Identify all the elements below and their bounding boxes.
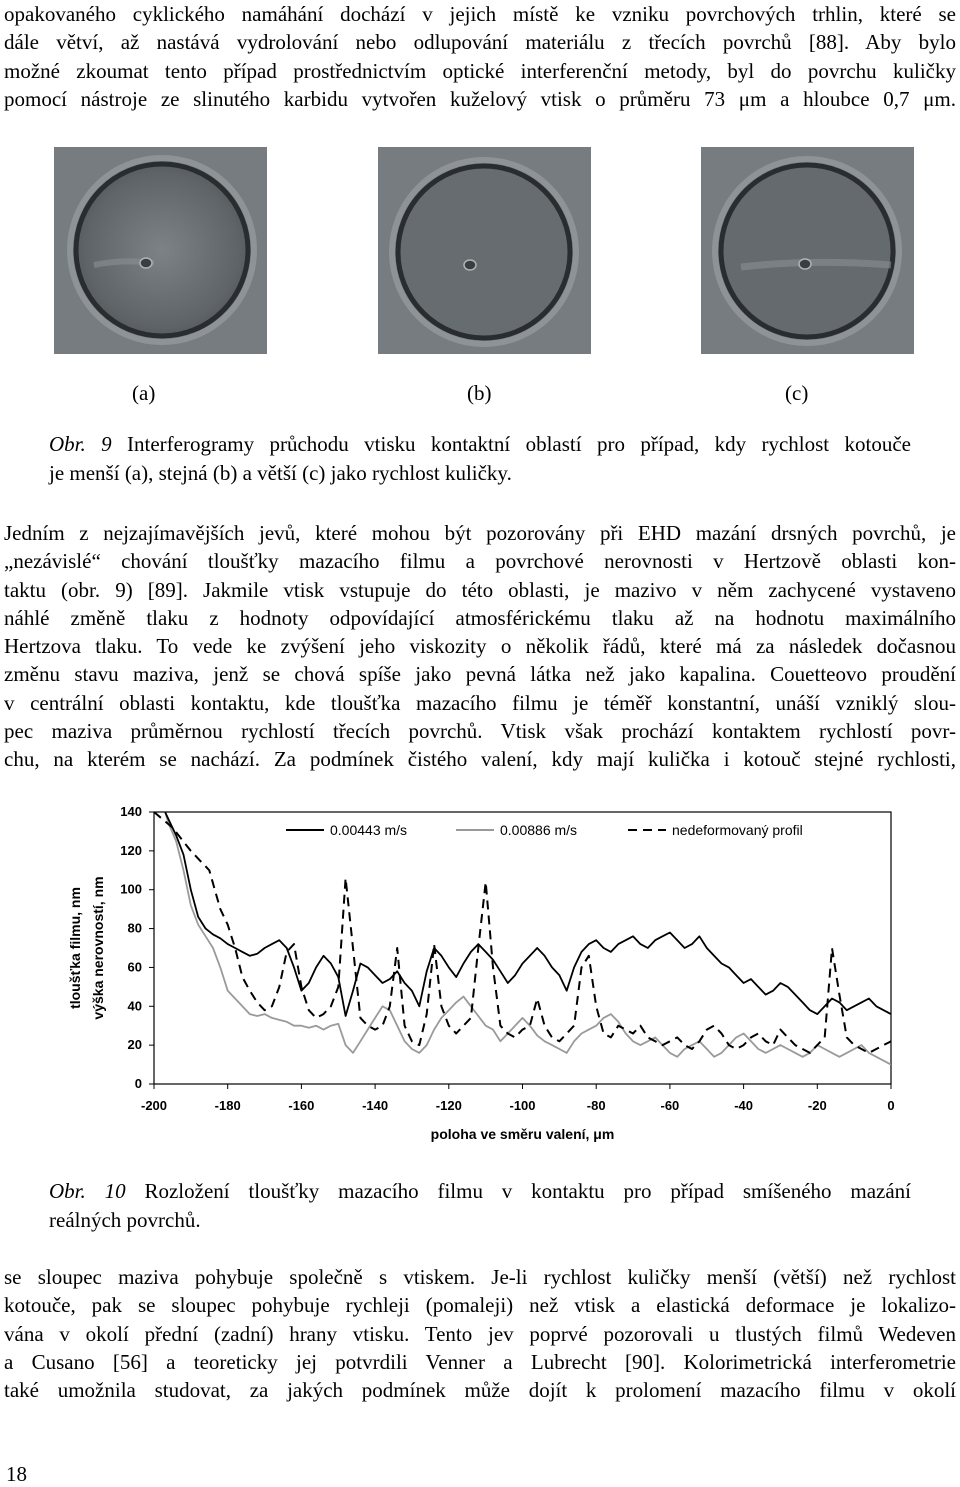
x-tick-label: -20 bbox=[807, 1098, 827, 1113]
figure-label-c: (c) bbox=[785, 381, 809, 405]
figure-label-a: (a) bbox=[132, 381, 156, 405]
paragraph-top bbox=[4, 0, 956, 113]
film-thickness-chart bbox=[40, 800, 920, 1150]
x-tick-label: -120 bbox=[435, 1098, 462, 1113]
x-tick-label: -100 bbox=[509, 1098, 536, 1113]
x-tick-label: -200 bbox=[140, 1098, 168, 1113]
y-tick-label: 0 bbox=[134, 1076, 142, 1091]
x-tick-label: 0 bbox=[887, 1098, 895, 1113]
caption-prefix: Obr. 10 bbox=[49, 1179, 126, 1203]
y-tick-label: 140 bbox=[120, 804, 142, 819]
text-line: náhlé změně tlaku z hodnoty odpovídající atmosférickému tlaku až na hodnotu maximálního bbox=[4, 605, 956, 630]
text-line: pomocí nástroje ze slinutého karbidu vytvořen kuželový vtisk o průměru 73 μm a hloubce 0,7 μm. bbox=[4, 86, 956, 111]
text-line: taktu (obr. 9) [89]. Jakmile vtisk vstupuje do této oblasti, je mazivo v něm zachycené vystaveno bbox=[4, 577, 956, 602]
page-number: 18 bbox=[6, 1462, 27, 1486]
x-tick-label: -160 bbox=[288, 1098, 315, 1113]
legend-label: 0.00443 m/s bbox=[330, 822, 408, 838]
y-tick-label: 120 bbox=[120, 842, 142, 858]
text-line: vána v okolí přední (zadní) hrany vtisku. Tento jev poprvé pozorovali u tlustých filmů Wedeven bbox=[4, 1321, 956, 1346]
caption-line bbox=[49, 430, 911, 459]
text-line: také umožnila studovat, za jakých podmínek může dojít k prolomení mazacího filmu v okolí bbox=[4, 1378, 956, 1403]
text-line: pec maziva průměrnou rychlostí třecích povrchů. Vtisk však prochází kontaktem rychlostí povr- bbox=[4, 719, 956, 744]
text-line: v centrální oblasti kontaktu, kde tloušťka mazacího filmu je téměř konstantní, unáší vzniklý slou- bbox=[4, 690, 956, 715]
figure-10-caption bbox=[49, 1177, 911, 1235]
figure-label-b: (b) bbox=[467, 381, 492, 405]
interferogram-b-image bbox=[378, 147, 591, 354]
text-line: kotouče, pak se sloupec pohybuje rychleji (pomaleji) než vtisk a elastická deformace je lokalizo- bbox=[4, 1293, 956, 1318]
y-tick-label: 40 bbox=[127, 998, 142, 1014]
text-line: a Cusano [56] a teoreticky jej potvrdili Venner a Lubrecht [90]. Kolorimetrická interferometrie bbox=[4, 1349, 956, 1374]
text-line: chu, na kterém se nachází. Za podmínek čistého valení, kdy mají kulička i kotouč stejné rychlosti, bbox=[4, 747, 956, 772]
interferogram-a-image bbox=[54, 147, 267, 354]
x-axis-label: poloha ve směru valení, μm bbox=[430, 1126, 615, 1142]
caption-prefix: Obr. 9 bbox=[49, 432, 112, 456]
caption-line: je menší (a), stejná (b) a větší (c) jako rychlost kuličky. bbox=[49, 461, 512, 485]
text-line: „nezávislé“ chování tloušťky mazacího filmu a povrchové nerovnosti v Hertzově oblasti kon- bbox=[4, 549, 956, 574]
caption-line: reálných povrchů. bbox=[49, 1208, 201, 1232]
text-line: Jedním z nejzajímavějších jevů, které mohou být pozorovány při EHD mazání drsných povrchů, je bbox=[4, 521, 956, 545]
chart-background bbox=[40, 800, 920, 1150]
paragraph-middle bbox=[4, 519, 956, 774]
text-line: možné zkoumat tento případ prostřednictvím optické interferenční metody, byl do povrchu kuličky bbox=[4, 58, 956, 83]
caption-text: Interferogramy průchodu vtisku kontaktní oblastí pro případ, kdy rychlost kotouče bbox=[127, 432, 911, 456]
caption-text: Rozložení tloušťky mazacího filmu v kontaktu pro případ smíšeného mazání bbox=[144, 1179, 911, 1203]
paragraph-bottom bbox=[4, 1263, 956, 1404]
x-tick-label: -180 bbox=[214, 1098, 241, 1113]
y-tick-label: 60 bbox=[127, 959, 142, 975]
interferogram-c-image bbox=[701, 147, 914, 354]
y-tick-label: 80 bbox=[127, 920, 142, 936]
legend-label: 0.00886 m/s bbox=[500, 822, 578, 838]
text-line: se sloupec maziva pohybuje společně s vtiskem. Je-li rychlost kuličky menší (větší) než rychlost bbox=[4, 1265, 956, 1289]
text-line: opakovaného cyklického namáhání dochází v jejich místě ke vzniku povrchových trhlin, které se bbox=[4, 2, 956, 26]
x-tick-label: -80 bbox=[586, 1098, 606, 1113]
text-line: změnu stavu maziva, jenž se chová spíše jako pevná látka než jako kapalina. Couetteovo proudění bbox=[4, 662, 956, 687]
text-line: dále větví, až nastává vydrolování nebo odlupování materiálu z třecích povrchů [88]. Aby bylo bbox=[4, 30, 956, 55]
y-tick-label: 100 bbox=[120, 881, 142, 897]
text-line: Hertzova tlaku. To vede ke zvýšení jeho viskozity o několik řádů, které má za následek dočasnou bbox=[4, 634, 956, 659]
caption-line bbox=[49, 1177, 911, 1206]
y-axis-label: výška nerovností, nm bbox=[90, 876, 106, 1020]
legend-label: nedeformovaný profil bbox=[672, 822, 803, 838]
x-tick-label: -140 bbox=[362, 1098, 389, 1113]
x-tick-label: -60 bbox=[660, 1098, 680, 1113]
y-axis-label: tloušťka filmu, nm bbox=[67, 887, 83, 1009]
figure-9-caption bbox=[49, 430, 911, 488]
x-tick-label: -40 bbox=[734, 1098, 753, 1113]
y-tick-label: 20 bbox=[127, 1037, 142, 1053]
